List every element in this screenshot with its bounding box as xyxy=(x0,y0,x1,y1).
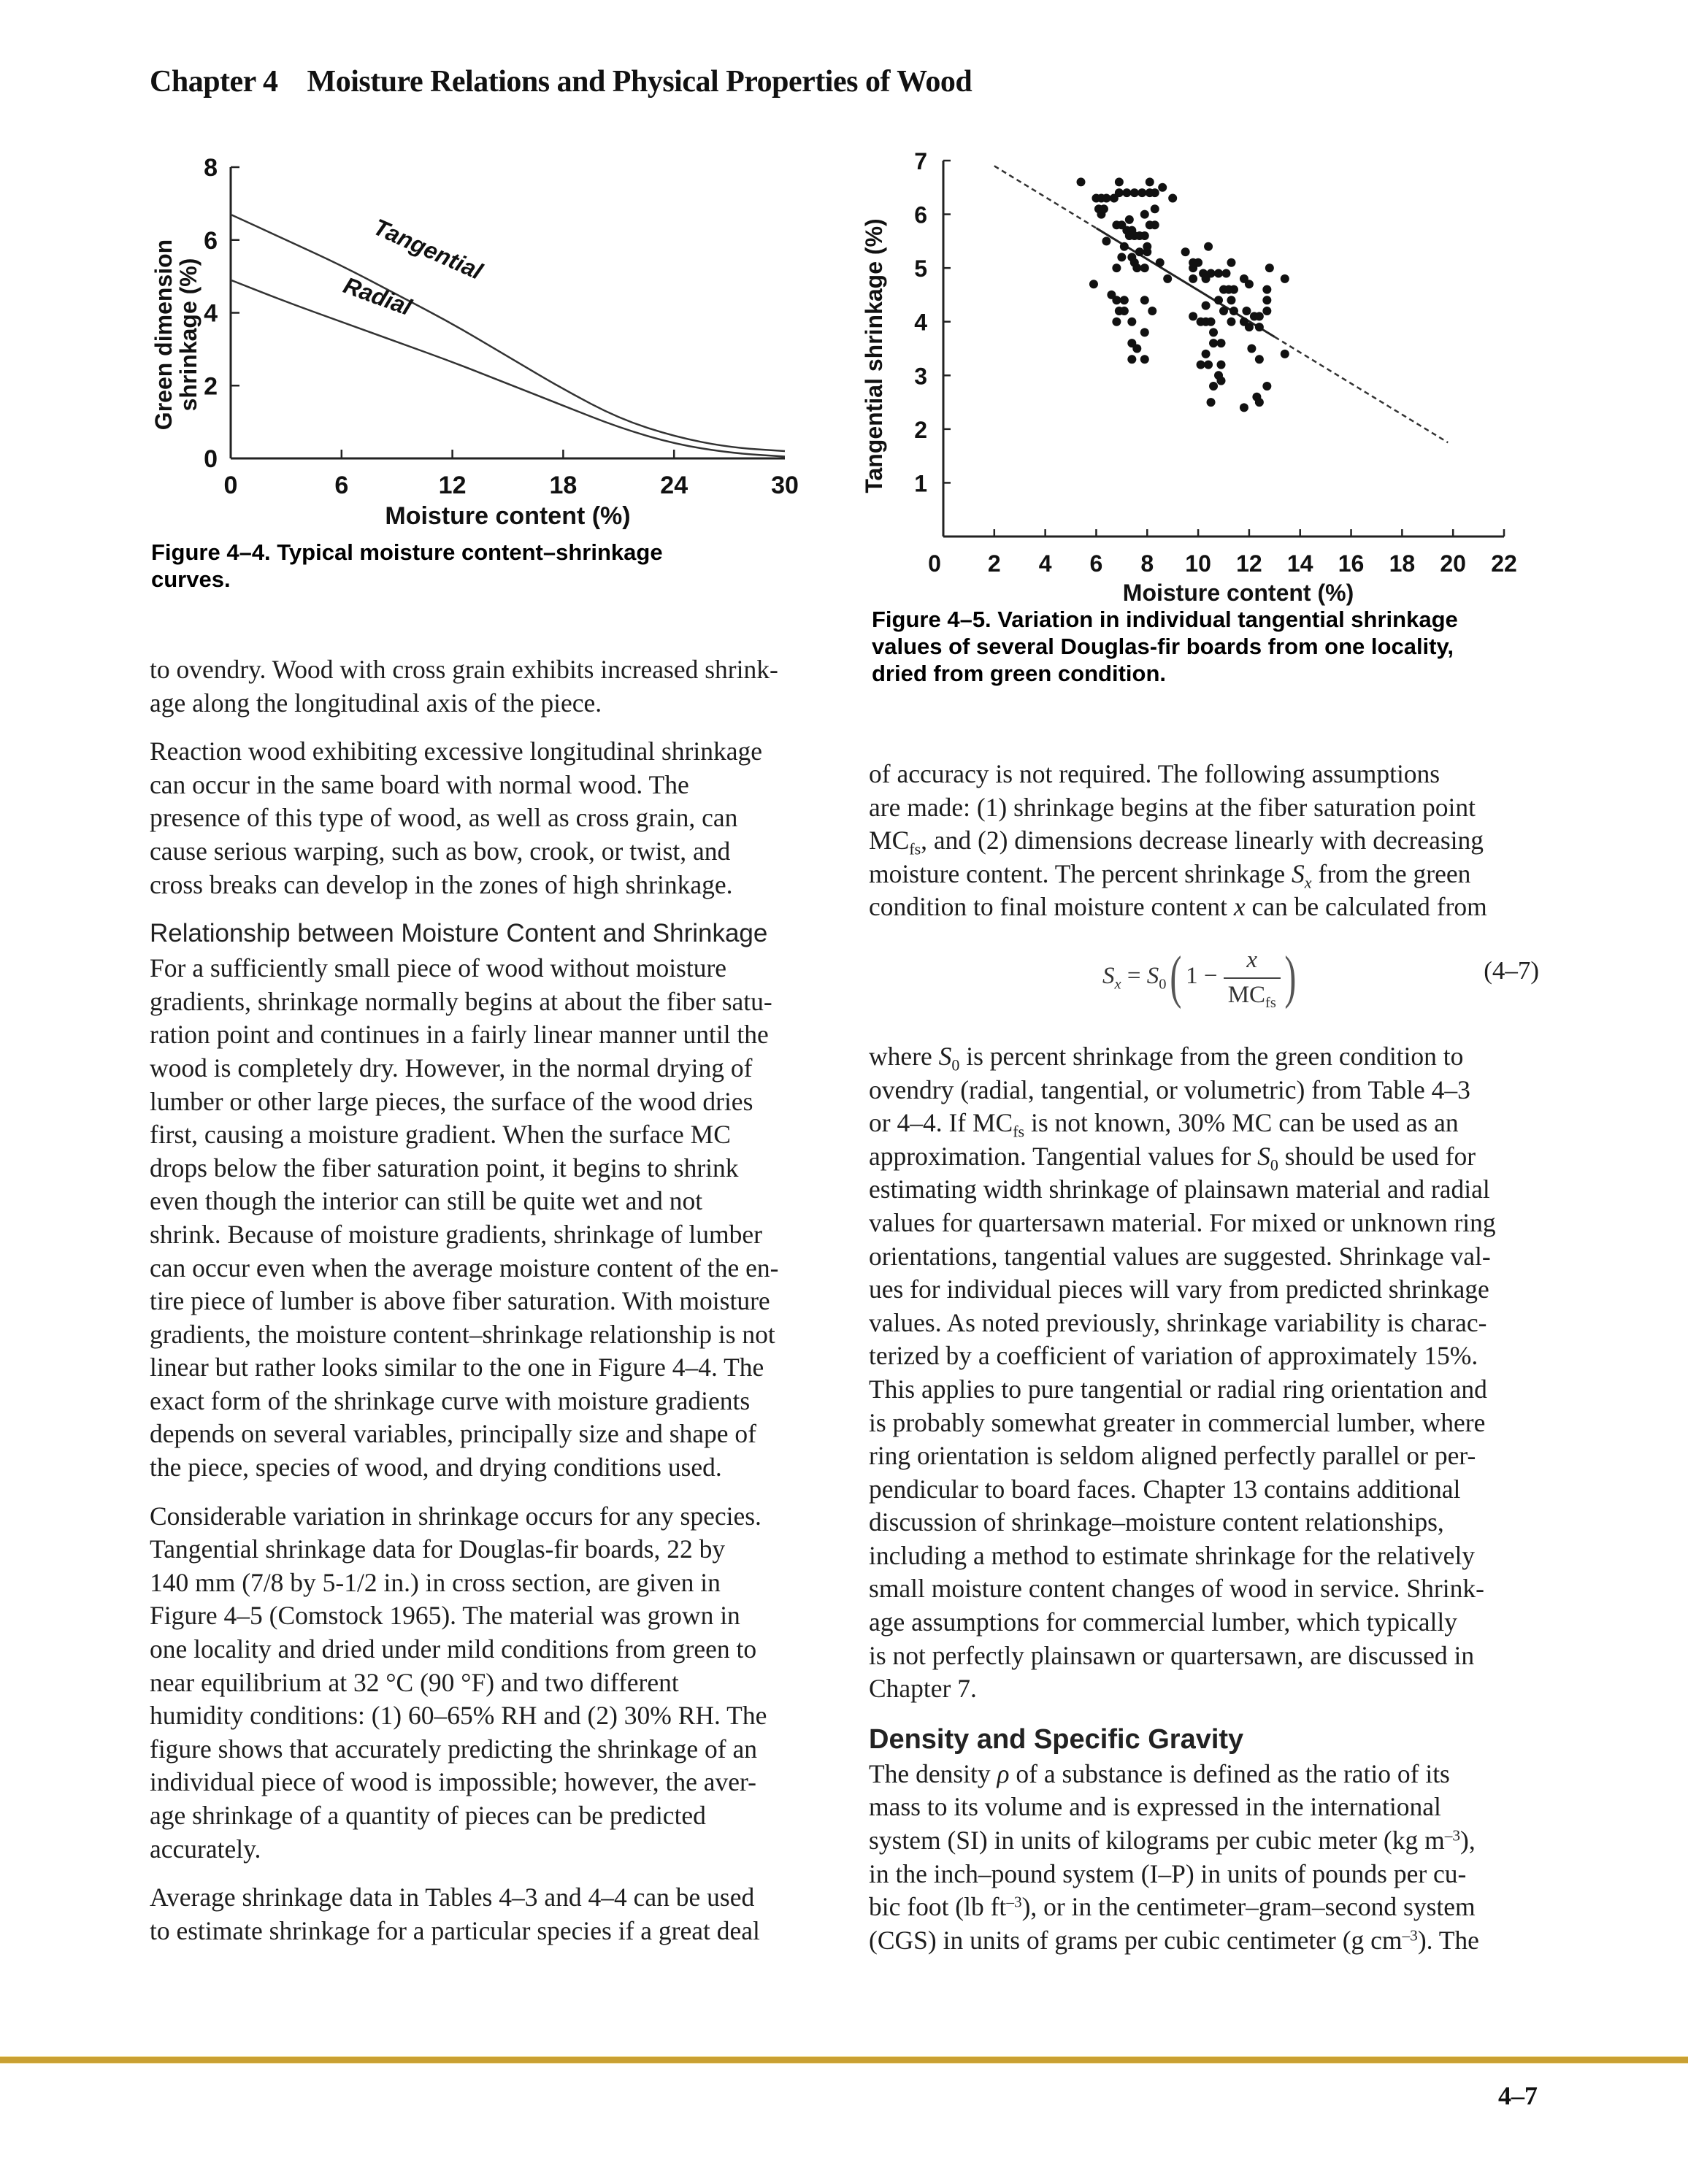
text: system (SI) in units of kilograms per cubic meter (kg m xyxy=(869,1826,1445,1856)
x-tick-label: 10 xyxy=(1185,550,1211,577)
data-point xyxy=(1112,296,1121,304)
data-point xyxy=(1125,215,1134,224)
y-axis-label xyxy=(150,239,202,430)
text-line: shrink. Because of moisture gradients, shrinkage of lumber xyxy=(150,1219,762,1249)
subscript: fs xyxy=(1013,1122,1025,1141)
eq-s0-sub: 0 xyxy=(1159,976,1167,993)
data-point xyxy=(1204,361,1213,369)
subscript: 0 xyxy=(951,1056,960,1074)
data-point xyxy=(1255,398,1264,407)
figure-4-5-caption xyxy=(872,606,1543,687)
paragraph xyxy=(150,735,829,901)
variable: x xyxy=(1233,892,1246,922)
data-point xyxy=(1202,274,1211,283)
data-point xyxy=(1120,242,1129,251)
data-point xyxy=(1189,264,1197,272)
superscript: –3 xyxy=(1006,1893,1022,1911)
caption-line: values of several Douglas-fir boards from one locality, xyxy=(872,634,1454,659)
text-line xyxy=(869,1140,1548,1174)
text-line: ring orientation is seldom aligned perfectly parallel or per- xyxy=(869,1441,1476,1471)
x-tick-label: 14 xyxy=(1286,550,1313,577)
data-point xyxy=(1202,350,1211,358)
y-tick-label: 1 xyxy=(914,470,927,497)
data-point xyxy=(1214,296,1223,304)
x-tick-label: 22 xyxy=(1491,550,1517,577)
paragraph xyxy=(869,758,1548,924)
data-point xyxy=(1122,188,1131,197)
data-point xyxy=(1102,237,1110,245)
data-point xyxy=(1132,345,1141,353)
text-line: small moisture content changes of wood in service. Shrink- xyxy=(869,1574,1484,1604)
text-line: values for quartersawn material. For mixed or unknown ring xyxy=(869,1207,1496,1237)
y-tick-label: 5 xyxy=(914,255,927,282)
denominator xyxy=(1224,979,1281,1012)
text-line: is probably somewhat greater in commercial lumber, where xyxy=(869,1407,1486,1437)
data-point xyxy=(1214,269,1223,278)
x-tick-label: 20 xyxy=(1440,550,1466,577)
text-line: near equilibrium at 32 °C (90 °F) and two different xyxy=(150,1667,679,1697)
data-point xyxy=(1227,318,1235,326)
text-line xyxy=(869,1758,1548,1791)
data-point xyxy=(1130,188,1139,197)
data-point xyxy=(1262,285,1271,294)
denominator-sub: fs xyxy=(1265,994,1276,1011)
data-point xyxy=(1189,312,1197,320)
caption-line: dried from green condition. xyxy=(872,661,1167,686)
x-tick-label: 24 xyxy=(660,472,688,499)
data-point xyxy=(1158,183,1167,192)
x-tick-label: 8 xyxy=(1140,550,1154,577)
x-tick-label: 16 xyxy=(1338,550,1365,577)
x-tick-label: 0 xyxy=(928,550,941,577)
trend-line-dashed xyxy=(994,166,1097,228)
data-point xyxy=(1120,307,1129,315)
text-line: humidity conditions: (1) 60–65% RH and (2) 30% RH. The xyxy=(150,1701,767,1731)
text: should be used for xyxy=(1278,1141,1476,1171)
data-point xyxy=(1115,177,1124,186)
data-point xyxy=(1240,403,1248,412)
data-point xyxy=(1262,382,1271,391)
series-line-tangential xyxy=(231,215,785,451)
text: condition to final moisture content xyxy=(869,892,1234,922)
subscript: x xyxy=(1304,873,1312,892)
text-line: lumber or other large pieces, the surface of the wood dries xyxy=(150,1086,753,1116)
data-point xyxy=(1117,253,1126,261)
data-point xyxy=(1156,258,1165,267)
text-line: gradients, the moisture content–shrinkage relationship is not xyxy=(150,1319,775,1349)
data-point xyxy=(1140,296,1149,304)
eq-lhs: S xyxy=(1102,963,1115,990)
data-point xyxy=(1281,274,1289,283)
y-tick-label: 6 xyxy=(914,201,927,228)
text: ), or in the centimeter–gram–second system xyxy=(1021,1892,1476,1922)
data-point xyxy=(1217,339,1226,347)
x-tick-label: 18 xyxy=(1389,550,1416,577)
data-point xyxy=(1255,355,1264,364)
x-tick-label: 4 xyxy=(1038,550,1052,577)
data-point xyxy=(1140,328,1149,337)
caption-line: curves. xyxy=(151,566,231,592)
text: , and (2) dimensions decrease linearly with decreasing xyxy=(921,826,1484,855)
text-line xyxy=(869,1924,1548,1958)
text-line: estimating width shrinkage of plainsawn material and radial xyxy=(869,1174,1490,1204)
data-point xyxy=(1135,247,1144,256)
text: MC xyxy=(869,826,910,855)
data-point xyxy=(1140,264,1149,272)
data-point xyxy=(1229,307,1238,315)
text-line: Chapter 7. xyxy=(869,1674,977,1704)
trend-line-dashed xyxy=(1275,337,1448,443)
text-line: can occur even when the average moisture content of the en- xyxy=(150,1253,779,1283)
x-tick-label: 0 xyxy=(223,472,238,499)
text-line: is not perfectly plainsawn or quartersawn, are discussed in xyxy=(869,1640,1475,1670)
paragraph xyxy=(150,1500,829,1866)
text: from the green xyxy=(1311,858,1471,888)
subscript: 0 xyxy=(1270,1156,1278,1174)
variable: S xyxy=(1257,1141,1270,1171)
data-point xyxy=(1140,355,1149,364)
y-tick-label: 0 xyxy=(204,445,218,473)
text-line: drops below the fiber saturation point, it begins to shrink xyxy=(150,1153,739,1183)
text-line xyxy=(869,1891,1548,1924)
text: moisture content. The percent shrinkage xyxy=(869,858,1292,888)
data-point xyxy=(1168,194,1177,203)
text-line: presence of this type of wood, as well as cross grain, can xyxy=(150,803,738,833)
text-line xyxy=(869,824,1548,858)
text-line: cross breaks can develop in the zones of high shrinkage. xyxy=(150,869,733,899)
data-point xyxy=(1127,318,1136,326)
data-point xyxy=(1140,210,1149,219)
paragraph xyxy=(150,952,829,1485)
figure-4-4 xyxy=(142,146,836,540)
text-line: orientations, tangential values are suggested. Shrinkage val- xyxy=(869,1241,1491,1271)
data-point xyxy=(1089,280,1098,288)
equation-body xyxy=(1102,944,1300,1012)
y-tick-label: 2 xyxy=(204,372,218,401)
text: (CGS) in units of grams per cubic centimeter (g cm xyxy=(869,1925,1403,1955)
data-point xyxy=(1112,264,1121,272)
x-tick-label: 12 xyxy=(438,472,467,499)
text-line: first, causing a moisture gradient. When the surface MC xyxy=(150,1120,731,1150)
text-line: pendicular to board faces. Chapter 13 contains additional xyxy=(869,1474,1461,1504)
data-point xyxy=(1181,247,1190,256)
text-line: ues for individual pieces will vary from predicted shrinkage xyxy=(869,1274,1489,1304)
text-line: ration point and continues in a fairly linear manner until the xyxy=(150,1020,769,1050)
text-line: exact form of the shrinkage curve with moisture gradients xyxy=(150,1385,751,1415)
data-point xyxy=(1281,350,1289,358)
text-line: one locality and dried under mild conditions from green to xyxy=(150,1634,757,1664)
text-line: gradients, shrinkage normally begins at about the fiber satu- xyxy=(150,986,772,1016)
text-line xyxy=(869,891,1548,924)
y-axis-label-line: Green dimension xyxy=(150,239,177,431)
x-tick-label: 18 xyxy=(549,472,578,499)
caption-line: Figure 4–4. Typical moisture content–shrinkage xyxy=(151,539,663,565)
data-point xyxy=(1127,355,1136,364)
text: ), xyxy=(1460,1826,1476,1856)
data-point xyxy=(1138,188,1146,197)
x-tick-label: 30 xyxy=(771,472,799,499)
data-point xyxy=(1217,377,1226,385)
text: where xyxy=(869,1041,939,1071)
data-point xyxy=(1100,204,1108,213)
data-point xyxy=(1112,318,1121,326)
fraction xyxy=(1224,944,1281,1012)
text-line: values. As noted previously, shrinkage variability is charac- xyxy=(869,1307,1487,1337)
text-line: depends on several variables, principally size and shape of xyxy=(150,1419,756,1449)
data-point xyxy=(1245,280,1254,288)
x-axis-label: Moisture content (%) xyxy=(1122,580,1354,606)
paragraph xyxy=(150,653,829,720)
data-point xyxy=(1221,269,1230,278)
text-line: Considerable variation in shrinkage occurs for any species. xyxy=(150,1501,761,1531)
data-point xyxy=(1146,177,1154,186)
figure-4-5 xyxy=(862,139,1533,606)
paragraph xyxy=(150,1881,829,1947)
figure-4-5-chart xyxy=(862,139,1533,606)
footer-rule xyxy=(0,2056,1688,2064)
denominator-text: MC xyxy=(1227,981,1266,1008)
data-point xyxy=(1151,188,1159,197)
text-line: age along the longitudinal axis of the piece. xyxy=(150,688,602,718)
text-line: can occur in the same board with normal wood. The xyxy=(150,769,689,799)
y-tick-label: 2 xyxy=(914,416,927,443)
text-line xyxy=(869,1040,1548,1074)
series-label-radial: Radial xyxy=(339,272,415,321)
x-tick-label: 12 xyxy=(1236,550,1262,577)
data-point xyxy=(1227,296,1235,304)
text-line: of accuracy is not required. The following assumptions xyxy=(869,759,1440,788)
y-tick-label: 4 xyxy=(914,309,927,336)
paragraph-rest xyxy=(869,1173,1548,1706)
text: bic foot (lb ft xyxy=(869,1892,1007,1922)
data-point xyxy=(1262,307,1271,315)
data-point xyxy=(1245,323,1254,331)
superscript: –3 xyxy=(1402,1926,1418,1945)
data-point xyxy=(1204,242,1213,251)
x-axis-label: Moisture content (%) xyxy=(385,502,631,530)
equation-number: (4–7) xyxy=(1484,956,1539,985)
data-point xyxy=(1163,274,1172,283)
eq-s0: S xyxy=(1146,963,1159,990)
text-line: Figure 4–5 (Comstock 1965). The material was grown in xyxy=(150,1601,740,1631)
caption-line: Figure 4–5. Variation in individual tangential shrinkage xyxy=(872,607,1458,632)
variable: S xyxy=(938,1041,952,1071)
text-line: to ovendry. Wood with cross grain exhibits increased shrink- xyxy=(150,655,778,684)
data-point xyxy=(1247,345,1256,353)
data-point xyxy=(1102,194,1110,203)
text-line: wood is completely dry. However, in the normal drying of xyxy=(150,1053,753,1083)
text-line: tire piece of lumber is above fiber saturation. With moisture xyxy=(150,1286,770,1316)
data-point xyxy=(1151,220,1159,229)
text-line: Reaction wood exhibiting excessive longitudinal shrinkage xyxy=(150,737,762,766)
data-point xyxy=(1202,301,1211,310)
data-point xyxy=(1207,318,1216,326)
data-point xyxy=(1151,204,1159,213)
eq-one-minus: 1 − xyxy=(1186,963,1224,990)
subsection-heading: Relationship between Moisture Content and Shrinkage xyxy=(150,919,768,948)
data-point xyxy=(1120,296,1129,304)
numerator: x xyxy=(1224,944,1281,979)
data-point xyxy=(1140,231,1149,240)
text-line: For a sufficiently small piece of wood without moisture xyxy=(150,953,727,983)
text-line: individual piece of wood is impossible; however, the aver- xyxy=(150,1767,756,1797)
text-line: This applies to pure tangential or radial ring orientation and xyxy=(869,1374,1487,1404)
data-point xyxy=(1132,264,1141,272)
text-line: linear but rather looks similar to the one in Figure 4–4. The xyxy=(150,1353,764,1383)
text-line: mass to its volume and is expressed in the international xyxy=(869,1792,1441,1822)
right-paren: ) xyxy=(1284,945,1297,1010)
text-line: 140 mm (7/8 by 5-1/2 in.) in cross section, are given in xyxy=(150,1567,721,1597)
text-line xyxy=(869,858,1548,891)
variable: S xyxy=(1292,858,1305,888)
eq-lhs-sub: x xyxy=(1114,976,1121,993)
text-line: the piece, species of wood, and drying conditions used. xyxy=(150,1453,722,1483)
x-tick-label: 2 xyxy=(987,550,1001,577)
text-line: age shrinkage of a quantity of pieces can be predicted xyxy=(150,1801,706,1830)
text-line: age assumptions for commercial lumber, which typically xyxy=(869,1607,1457,1637)
data-point xyxy=(1125,231,1134,240)
text-line xyxy=(869,1107,1548,1140)
x-tick-label: 6 xyxy=(334,472,349,499)
text: ). The xyxy=(1417,1925,1479,1955)
series-line-radial xyxy=(231,280,785,457)
text-line: in the inch–pound system (I–P) in units of pounds per cu- xyxy=(869,1858,1467,1888)
data-point xyxy=(1227,258,1235,267)
data-point xyxy=(1143,247,1151,256)
text-line: including a method to estimate shrinkage for the relatively xyxy=(869,1540,1476,1570)
text-line xyxy=(869,1824,1548,1858)
eq-equals: = xyxy=(1121,963,1147,990)
data-point xyxy=(1207,398,1216,407)
figure-4-4-chart xyxy=(142,146,836,540)
y-tick-label: 8 xyxy=(204,154,218,182)
data-point xyxy=(1189,274,1197,283)
text-line: Average shrinkage data in Tables 4–3 and 4–4 can be used xyxy=(150,1883,755,1912)
x-tick-label: 6 xyxy=(1089,550,1103,577)
text: of a substance is defined as the ratio of its xyxy=(1009,1758,1450,1788)
data-point xyxy=(1255,312,1264,320)
subscript: fs xyxy=(909,839,921,858)
text-line: even though the interior can still be quite wet and not xyxy=(150,1186,703,1216)
text: approximation. Tangential values for xyxy=(869,1141,1258,1171)
data-point xyxy=(1197,361,1205,369)
data-point xyxy=(1242,307,1251,315)
right-column xyxy=(869,758,1548,1972)
y-tick-label: 4 xyxy=(204,299,218,328)
text-line: accurately. xyxy=(150,1834,261,1864)
data-point xyxy=(1209,339,1218,347)
text: The density xyxy=(869,1758,997,1788)
series-label-tangential: Tangential xyxy=(369,213,486,285)
text-line: discussion of shrinkage–moisture content relationships, xyxy=(869,1507,1444,1537)
y-axis-label-line: shrinkage (%) xyxy=(175,258,202,412)
y-tick-label: 6 xyxy=(204,226,218,255)
y-tick-label: 3 xyxy=(914,363,927,390)
text: or 4–4. If MC xyxy=(869,1108,1013,1138)
paragraph xyxy=(869,1040,1548,1706)
running-head: Chapter 4 Moisture Relations and Physical Properties of Wood xyxy=(150,65,972,99)
data-point xyxy=(1219,307,1228,315)
data-point xyxy=(1265,264,1274,272)
variable: ρ xyxy=(997,1758,1010,1788)
text-line: cause serious warping, such as bow, crook, or twist, and xyxy=(150,836,731,866)
text: is not known, 30% MC can be used as an xyxy=(1024,1108,1459,1138)
section-heading: Density and Specific Gravity xyxy=(869,1723,1244,1755)
left-paren: ( xyxy=(1170,945,1182,1010)
paragraph xyxy=(869,1758,1548,1958)
text: can be calculated from xyxy=(1245,892,1487,922)
data-point xyxy=(1262,296,1271,304)
figure-4-4-caption xyxy=(151,539,808,593)
data-point xyxy=(1255,323,1264,331)
text-line: to estimate shrinkage for a particular species if a great deal xyxy=(150,1915,760,1945)
text-line: figure shows that accurately predicting the shrinkage of an xyxy=(150,1734,757,1764)
data-point xyxy=(1229,285,1238,294)
data-point xyxy=(1148,307,1156,315)
equation-4-7 xyxy=(869,939,1548,1026)
data-point xyxy=(1217,361,1226,369)
left-column xyxy=(150,653,829,1963)
superscript: –3 xyxy=(1444,1826,1461,1845)
data-point xyxy=(1115,188,1124,197)
text-line: ovendry (radial, tangential, or volumetric) from Table 4–3 xyxy=(869,1074,1470,1104)
text: is percent shrinkage from the green condition to xyxy=(959,1041,1464,1071)
text-line: are made: (1) shrinkage begins at the fiber saturation point xyxy=(869,792,1476,822)
y-axis-label: Tangential shrinkage (%) xyxy=(862,218,887,493)
text-line: terized by a coefficient of variation of approximately 15%. xyxy=(869,1341,1478,1371)
data-point xyxy=(1209,328,1218,337)
y-tick-label: 7 xyxy=(914,148,927,174)
text-line: Tangential shrinkage data for Douglas-fir boards, 22 by xyxy=(150,1534,726,1564)
data-point xyxy=(1077,177,1086,186)
data-point xyxy=(1209,382,1218,391)
page-number: 4–7 xyxy=(1498,2081,1538,2110)
